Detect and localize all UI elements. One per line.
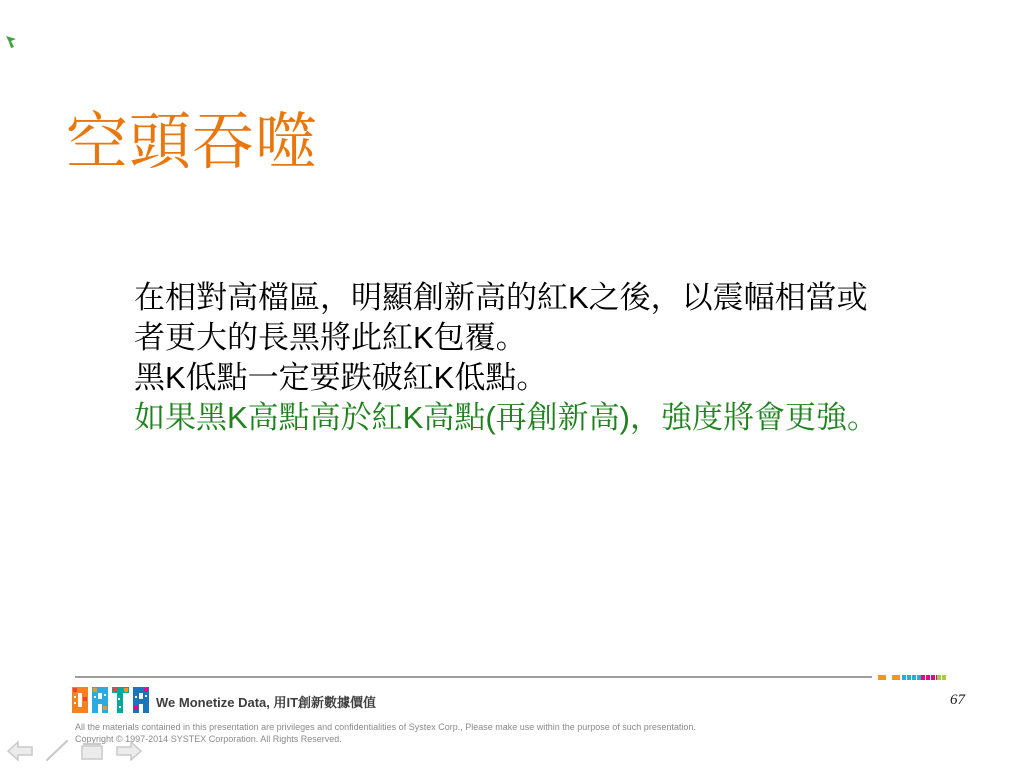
body-line-2: 者更大的長黑將此紅K包覆。 xyxy=(134,320,527,355)
previous-slide-button[interactable] xyxy=(6,737,35,764)
slide-menu-button[interactable] xyxy=(78,737,107,764)
body-line-1: 在相對高檔區，明顯創新高的紅K之後，以震幅相當或 xyxy=(134,280,868,315)
pen-icon xyxy=(42,737,71,764)
disclaimer-line-1: All the materials contained in this presentation are privileges and confidentialities of Systex Corp., Please make use within the purpose of such presentation. xyxy=(75,722,696,732)
slide-rectangle-icon xyxy=(78,737,107,764)
accent-dash-1 xyxy=(878,675,886,680)
next-slide-button[interactable] xyxy=(114,737,143,764)
body-line-3: 黑K低點一定要跌破紅K低點。 xyxy=(134,360,548,395)
forward-arrow-icon xyxy=(114,737,143,764)
body-line-4: 如果黑K高點高於紅K高點(再創新高)，強度將會更強。 xyxy=(134,400,878,435)
accent-dash-green xyxy=(937,675,947,680)
page-number: 67 xyxy=(950,692,965,708)
pen-tool-button[interactable] xyxy=(42,737,71,764)
accent-dash-pink xyxy=(921,675,937,680)
footer-divider-line xyxy=(75,676,872,678)
green-corner-mark-icon xyxy=(5,35,17,50)
logo-tagline: We Monetize Data, 用IT創新數據價值 xyxy=(156,695,377,710)
accent-dash-blue xyxy=(902,675,921,680)
data-logo xyxy=(72,686,152,714)
accent-dash-2 xyxy=(892,675,900,680)
disclaimer-line-2: Copyright © 1997-2014 SYSTEX Corporation. All Rights Reserved. xyxy=(75,734,342,744)
back-arrow-icon xyxy=(6,737,35,764)
slide-body xyxy=(134,278,984,438)
slideshow-nav-bar xyxy=(6,737,143,764)
slide-title: 空頭吞噬 xyxy=(66,108,319,177)
